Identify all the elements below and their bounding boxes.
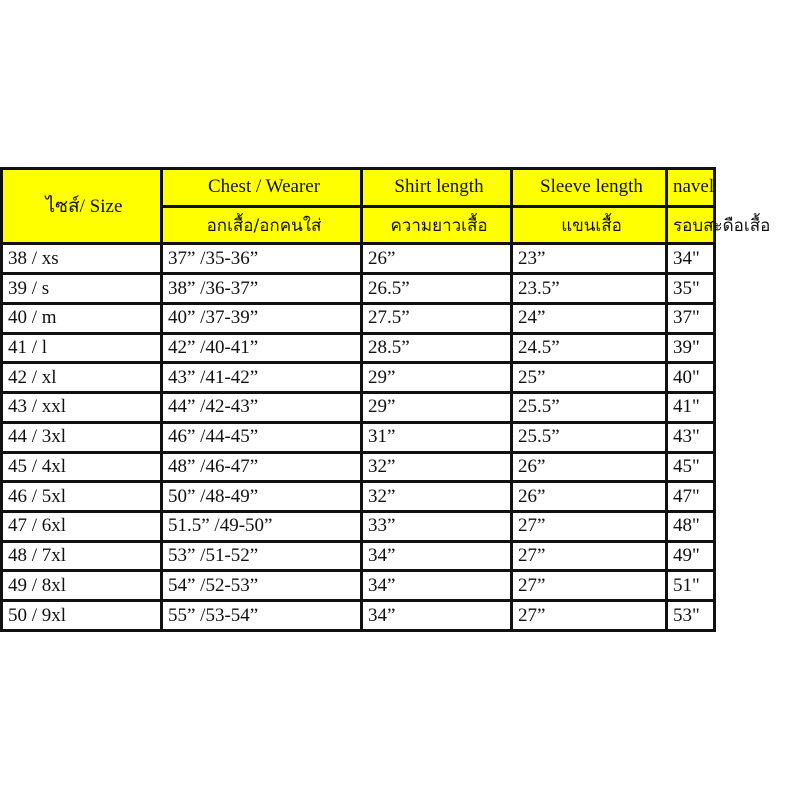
table-row [2, 363, 715, 393]
chest-cell: 43” /41-42” [162, 363, 362, 393]
navel-header-thai: รอบสะดือเสื้อ [667, 206, 715, 244]
sleeve-length-cell: 25.5” [512, 422, 667, 452]
shirt-length-cell: 29” [362, 363, 512, 393]
sleeve-length-cell: 23” [512, 244, 667, 274]
chest-cell: 55” /53-54” [162, 601, 362, 631]
header-row-english [2, 169, 715, 207]
size-chart-table [0, 167, 771, 632]
size-cell: 44 / 3xl [2, 422, 162, 452]
sleeve-length-cell: 26” [512, 452, 667, 482]
size-cell: 38 / xs [2, 244, 162, 274]
shirt-length-cell: 27.5” [362, 303, 512, 333]
navel-cell: 48" [667, 511, 715, 541]
sleeve-length-header: Sleeve length [512, 169, 667, 207]
size-cell: 41 / l [2, 333, 162, 363]
table-row [2, 541, 715, 571]
chest-cell: 48” /46-47” [162, 452, 362, 482]
sleeve-length-cell: 26” [512, 482, 667, 512]
sleeve-length-cell: 23.5” [512, 274, 667, 304]
navel-cell: 45" [667, 452, 715, 482]
size-cell: 48 / 7xl [2, 541, 162, 571]
navel-cell: 39" [667, 333, 715, 363]
chest-header-thai: อกเสื้อ/อกคนใส่ [162, 206, 362, 244]
table-row [2, 422, 715, 452]
navel-cell: 47" [667, 482, 715, 512]
table-row [2, 601, 715, 631]
sleeve-length-header-thai: แขนเสื้อ [512, 206, 667, 244]
shirt-length-header: Shirt length [362, 169, 512, 207]
shirt-length-cell: 34” [362, 541, 512, 571]
navel-header: navel [667, 169, 715, 207]
sleeve-length-cell: 25” [512, 363, 667, 393]
table-row [2, 452, 715, 482]
shirt-length-cell: 32” [362, 482, 512, 512]
chest-cell: 51.5” /49-50” [162, 511, 362, 541]
navel-cell: 40" [667, 363, 715, 393]
shirt-length-cell: 34” [362, 601, 512, 631]
size-cell: 43 / xxl [2, 393, 162, 423]
chest-cell: 46” /44-45” [162, 422, 362, 452]
shirt-length-cell: 29” [362, 393, 512, 423]
chest-cell: 54” /52-53” [162, 571, 362, 601]
shirt-length-header-thai: ความยาวเสื้อ [362, 206, 512, 244]
sleeve-length-cell: 24” [512, 303, 667, 333]
navel-cell: 35" [667, 274, 715, 304]
table-row [2, 333, 715, 363]
size-cell: 50 / 9xl [2, 601, 162, 631]
chest-cell: 50” /48-49” [162, 482, 362, 512]
size-cell: 45 / 4xl [2, 452, 162, 482]
sleeve-length-cell: 27” [512, 511, 667, 541]
chest-cell: 44” /42-43” [162, 393, 362, 423]
table-row [2, 511, 715, 541]
chest-cell: 53” /51-52” [162, 541, 362, 571]
shirt-length-cell: 26” [362, 244, 512, 274]
chest-cell: 42” /40-41” [162, 333, 362, 363]
size-cell: 40 / m [2, 303, 162, 333]
table-row [2, 303, 715, 333]
sleeve-length-cell: 25.5” [512, 393, 667, 423]
sleeve-length-cell: 27” [512, 601, 667, 631]
navel-cell: 43" [667, 422, 715, 452]
shirt-length-cell: 34” [362, 571, 512, 601]
shirt-length-cell: 28.5” [362, 333, 512, 363]
sleeve-length-cell: 24.5” [512, 333, 667, 363]
navel-cell: 53" [667, 601, 715, 631]
size-cell: 42 / xl [2, 363, 162, 393]
size-cell: 47 / 6xl [2, 511, 162, 541]
navel-cell: 41" [667, 393, 715, 423]
sleeve-length-cell: 27” [512, 541, 667, 571]
size-cell: 49 / 8xl [2, 571, 162, 601]
table-row [2, 393, 715, 423]
size-cell: 46 / 5xl [2, 482, 162, 512]
shirt-length-cell: 26.5” [362, 274, 512, 304]
table-row [2, 244, 715, 274]
navel-cell: 37" [667, 303, 715, 333]
table-row [2, 482, 715, 512]
chest-cell: 40” /37-39” [162, 303, 362, 333]
table-row [2, 571, 715, 601]
sleeve-length-cell: 27” [512, 571, 667, 601]
chest-header: Chest / Wearer [162, 169, 362, 207]
shirt-length-cell: 31” [362, 422, 512, 452]
shirt-length-cell: 33” [362, 511, 512, 541]
navel-cell: 34" [667, 244, 715, 274]
size-column-header: ไซส์/ Size [2, 169, 162, 244]
navel-cell: 51" [667, 571, 715, 601]
size-cell: 39 / s [2, 274, 162, 304]
shirt-length-cell: 32” [362, 452, 512, 482]
navel-cell: 49" [667, 541, 715, 571]
chest-cell: 37” /35-36” [162, 244, 362, 274]
chest-cell: 38” /36-37” [162, 274, 362, 304]
table-row [2, 274, 715, 304]
